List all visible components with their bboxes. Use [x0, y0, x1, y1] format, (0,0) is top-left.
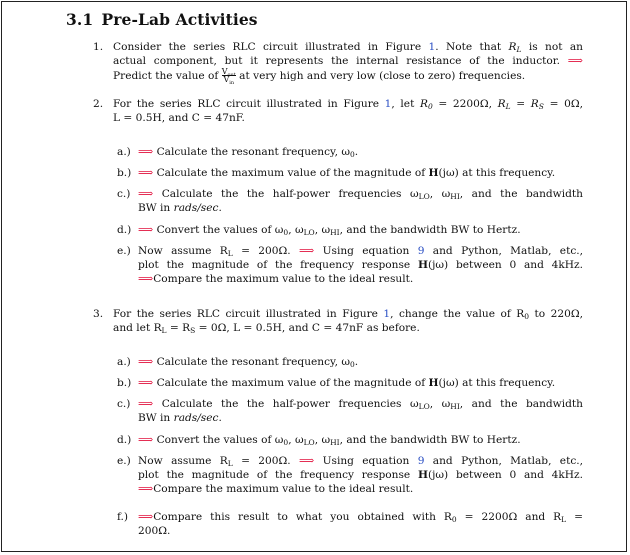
section-number: 3.1	[66, 10, 94, 29]
sub-item-3b: b.) ⟹ Calculate the maximum value of the magnitude of H(jω) at this frequency.	[117, 377, 556, 389]
arrow-icon: ⟹	[138, 167, 154, 179]
sub-item-3d: d.) ⟹ Convert the values of $\omega_0$, $\omega_{LO}$, $\omega_{HI}$, and the bandwidth BW to Hertz.	[117, 434, 521, 447]
sub-item-2c: c.) ⟹ Calculate the the half-power frequencies $\omega_{LO}$, $\omega_{HI}$, and the bandwidth BW in rads/sec.	[117, 188, 583, 215]
sub-item-3a: a.) ⟹ Calculate the resonant frequency, $\omega_0$.	[117, 356, 359, 369]
sub-item-3f: f.) ⟹Compare this result to what you obtained with $R_0 = 2200\Omega$ and $R_L$ = 200Ω.	[117, 511, 583, 538]
arrow-icon: ⟹	[138, 188, 154, 200]
arrow-icon: ⟹	[567, 55, 583, 68]
section-heading	[66, 10, 258, 29]
equation-link[interactable]: 9	[417, 455, 425, 467]
sub-item-2b: b.) ⟹ Calculate the maximum value of the magnitude of H(jω) at this frequency.	[117, 167, 556, 179]
arrow-icon: ⟹	[138, 377, 154, 389]
equation-link[interactable]: 9	[417, 245, 425, 257]
arrow-icon: ⟹	[138, 398, 154, 410]
arrow-icon: ⟹	[138, 356, 154, 368]
list-item-1: 1. Consider the series RLC circuit illustrated in Figure 1. Note that $R_L$ is not an actual component, but it represents the internal resistance of the inductor. ⟹ Predict the value of $\frac{V_{out}}{V_{in}}$ at very high and very low (close to zero) frequencies.	[93, 41, 583, 87]
arrow-icon: ⟹	[299, 455, 315, 467]
list-item-2: 2. For the series RLC circuit illustrated in Figure 1, let $R_0 = 2200\Omega$, $R_L = R_S = 0\Omega$, L = 0.5H, and C = 47nF.	[93, 98, 583, 125]
arrow-icon: ⟹	[299, 245, 315, 257]
arrow-icon: ⟹	[138, 273, 154, 286]
sub-item-3e: e.) Now assume $R_L = 200\Omega$. ⟹ Using equation 9 and Python, Matlab, etc., plot the magnitude of the frequency response H(jω) between 0 and 4kHz. ⟹Compare the maximum value to the ideal result.	[117, 455, 583, 496]
item-marker: 2.	[93, 98, 104, 110]
figure-link[interactable]: 1	[383, 308, 391, 320]
item-marker: 3.	[93, 308, 104, 320]
sub-item-2a: a.) ⟹ Calculate the resonant frequency, $\omega_0$.	[117, 146, 359, 159]
arrow-icon: ⟹	[138, 146, 154, 158]
list-item-3: 3. For the series RLC circuit illustrated in Figure 1, change the value of $R_0$ to 220Ω, and let $R_L = R_S = 0\Omega$, L = 0.5H, and C = 47nF as before.	[93, 308, 583, 336]
figure-link[interactable]: 1	[384, 98, 392, 110]
arrow-icon: ⟹	[138, 224, 154, 236]
figure-link[interactable]: 1	[428, 41, 436, 53]
item-marker: 1.	[93, 41, 104, 53]
sub-item-2e: e.) Now assume $R_L = 200\Omega$. ⟹ Using equation 9 and Python, Matlab, etc., plot the magnitude of the frequency response H(jω) between 0 and 4kHz. ⟹Compare the maximum value to the ideal result.	[117, 245, 583, 286]
sub-item-3c: c.) ⟹ Calculate the the half-power frequencies $\omega_{LO}$, $\omega_{HI}$, and the bandwidth BW in rads/sec.	[117, 398, 583, 425]
arrow-icon: ⟹	[138, 434, 154, 446]
arrow-icon: ⟹	[138, 511, 154, 523]
sub-item-2d: d.) ⟹ Convert the values of $\omega_0$, $\omega_{LO}$, $\omega_{HI}$, and the bandwidth BW to Hertz.	[117, 224, 521, 237]
section-title: Pre-Lab Activities	[101, 10, 258, 29]
vout-over-vin: $\frac{V_{out}}{V_{in}}$	[221, 67, 236, 87]
arrow-icon: ⟹	[138, 483, 154, 496]
